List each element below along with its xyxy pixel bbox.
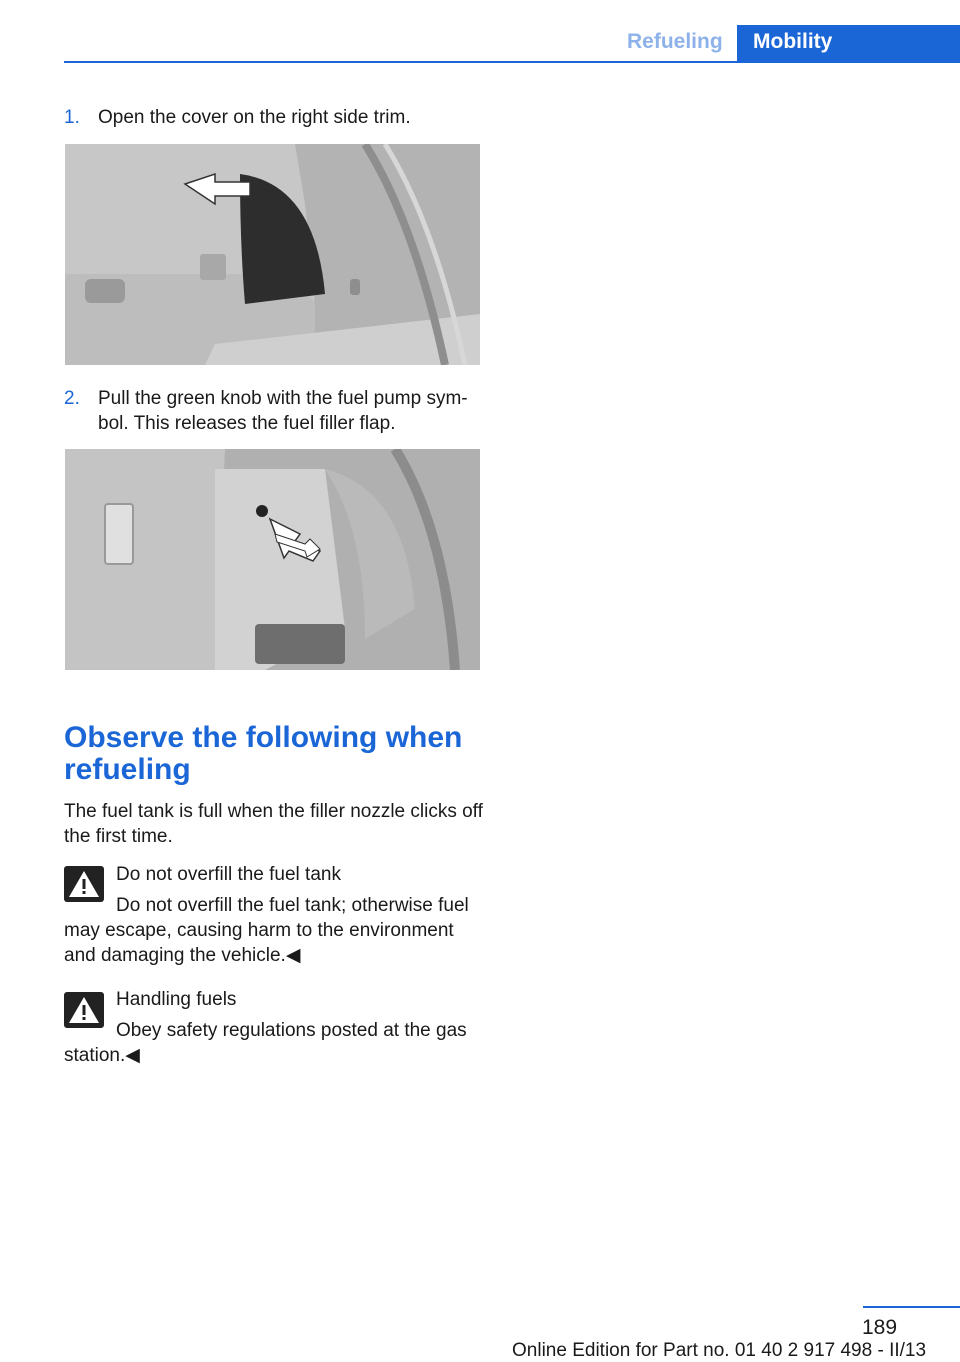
edition-footer: Online Edition for Part no. 01 40 2 917 498 - II/13: [512, 1340, 927, 1361]
step-number: 1.: [64, 107, 80, 128]
step-2: [64, 386, 484, 436]
warning-body: Do not overfill the fuel tank; otherwise fuel may escape, causing harm to the environment and damaging the vehicle.◀: [64, 895, 469, 966]
warning-title: Do not overfill the fuel tank: [116, 864, 341, 885]
page-number: 189: [862, 1316, 898, 1339]
footer-rule: [863, 1306, 960, 1308]
step-1: [64, 105, 484, 130]
warning-body: Obey safety regulations posted at the gas station.◀: [64, 1020, 467, 1066]
step-number: 2.: [64, 388, 80, 409]
header-section-title: Refueling: [627, 30, 723, 53]
illustration-side-trim-cover: [65, 144, 480, 365]
warning-title: Handling fuels: [116, 989, 237, 1010]
header-rule: [64, 61, 960, 63]
step-text: Pull the green knob with the fuel pump sym‐bol. This releases the fuel filler flap.: [98, 388, 468, 434]
illustration-fuel-flap-release-knob: [65, 449, 480, 670]
section-heading: Observe the following when refueling: [64, 721, 463, 786]
step-text: Open the cover on the right side trim.: [98, 107, 411, 128]
header-chapter-tab: Mobility: [737, 25, 960, 62]
section-intro: The fuel tank is full when the filler nozzle clicks off the first time.: [64, 801, 483, 847]
